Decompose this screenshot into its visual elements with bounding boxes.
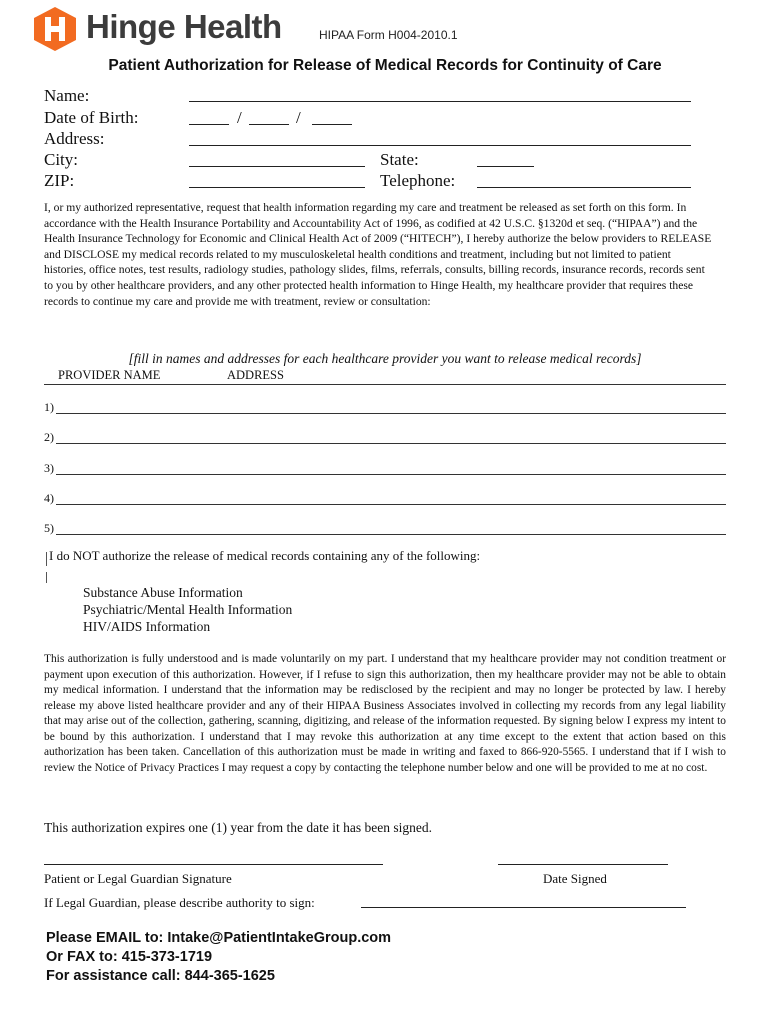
provider-row-2[interactable] <box>44 430 726 446</box>
date-signed-label: Date Signed <box>543 871 607 886</box>
state-field[interactable] <box>477 166 534 167</box>
provider-instruction: [fill in names and addresses for each healthcare provider you want to release medical records] <box>128 351 642 366</box>
exclusion-item-substance-abuse[interactable]: Substance Abuse Information <box>83 585 243 600</box>
exclusion-marker <box>46 572 47 583</box>
dob-day-field[interactable] <box>249 124 289 125</box>
dob-slash-2: / <box>296 108 301 127</box>
form-id: HIPAA Form H004-2010.1 <box>319 28 458 42</box>
provider-row-1[interactable] <box>44 400 726 416</box>
zip-label: ZIP: <box>44 171 75 190</box>
dob-label: Date of Birth: <box>44 108 139 127</box>
patient-signature-label: Patient or Legal Guardian Signature <box>44 871 232 886</box>
provider-header <box>44 368 726 385</box>
zip-field[interactable] <box>189 187 365 188</box>
brand-name: Hinge Health <box>86 8 282 45</box>
provider-row-number: 3) <box>44 461 54 475</box>
provider-row-number: 1) <box>44 400 54 414</box>
dob-year-field[interactable] <box>312 124 352 125</box>
state-label: State: <box>380 150 419 169</box>
provider-row-number: 4) <box>44 491 54 505</box>
provider-row-5[interactable] <box>44 521 726 537</box>
provider-row-number: 2) <box>44 430 54 444</box>
intro-paragraph: I, or my authorized representative, request that health information regarding my care and treatment be released as set forth on this form. In accordance with the Health Insurance Portability and Accountability Act of 1996, as codified at 42 U.S.C. §1320d et seq. (“HIPAA”) and the Health Insurance Technology for Economic and Clinical Health Act of 2009 (“HITECH”), I hereby authorize the below providers to RELEASE and DISCLOSE my medical records related to my musculoskeletal health conditions and treatment, including but not limited to patient histories, office notes, test results, radiology studies, pathology slides, films, referrals, consults, billing records, insurance records, records sent to you by other healthcare providers, and any other protected health information to Hinge Health, my healthcare provider that requires these records to continue my care and provide me with treatment, review or consultation: <box>44 201 712 308</box>
contact-fax: Or FAX to: 415-373-1719 <box>46 949 213 965</box>
expiry-text: This authorization expires one (1) year from the date it has been signed. <box>44 820 432 835</box>
provider-address-header: ADDRESS <box>227 368 284 382</box>
page-title: Patient Authorization for Release of Medical Records for Continuity of Care <box>108 57 662 74</box>
exclusion-item-psychiatric[interactable]: Psychiatric/Mental Health Information <box>83 602 293 617</box>
telephone-field[interactable] <box>477 187 691 188</box>
city-label: City: <box>44 150 79 169</box>
city-field[interactable] <box>189 166 365 167</box>
hinge-health-logo-icon <box>32 6 78 52</box>
exclusions-heading: I do NOT authorize the release of medical records containing any of the following: <box>49 548 481 563</box>
guardian-authority-label: If Legal Guardian, please describe authority to sign: <box>44 895 315 910</box>
provider-row-3[interactable] <box>44 461 726 477</box>
provider-name-header: PROVIDER NAME <box>58 368 161 382</box>
provider-row-4[interactable] <box>44 491 726 507</box>
dob-month-field[interactable] <box>189 124 229 125</box>
guardian-authority-field[interactable] <box>361 907 686 908</box>
logo <box>32 6 302 52</box>
terms-paragraph: This authorization is fully understood and is made voluntarily on my part. I understand that my healthcare provider may not condition treatment or payment upon execution of this authorization. However, if I refuse to sign this authorization, then my healthcare provider may not be able to obtain my medical information. I understand that the information may be redisclosed by the recipient and may no longer be protected by law. I hereby release my above listed healthcare provider and any of their HIPAA Business Associates involved in collecting my records from any legal liability that may arise out of the collection, gathering, scanning, digitizing, and release of the information requested. By signing below I express my intent to be bound by this authorization. I understand that I may revoke this authorization at any time except to the extent that action based on this authorization has been taken. Cancellation of this authorization must be made in writing and faxed to 866-920-5565. I understand that if I wish to review the Notice of Privacy Practices I may request a copy by contacting the telephone number below and one will be provided to me at no cost. <box>44 653 726 774</box>
name-label: Name: <box>44 86 90 105</box>
address-field[interactable] <box>189 145 691 146</box>
contact-email: Please EMAIL to: Intake@PatientIntakeGroup.com <box>46 930 392 946</box>
exclusion-item-hiv-aids[interactable]: HIV/AIDS Information <box>83 619 211 634</box>
exclusion-marker <box>46 552 47 566</box>
address-label: Address: <box>44 129 105 148</box>
telephone-label: Telephone: <box>380 171 456 190</box>
provider-row-number: 5) <box>44 521 54 535</box>
date-signed-field[interactable] <box>498 864 668 865</box>
dob-slash-1: / <box>237 108 242 127</box>
patient-signature-field[interactable] <box>44 864 383 865</box>
name-field[interactable] <box>189 101 691 102</box>
contact-phone: For assistance call: 844-365-1625 <box>46 968 275 984</box>
